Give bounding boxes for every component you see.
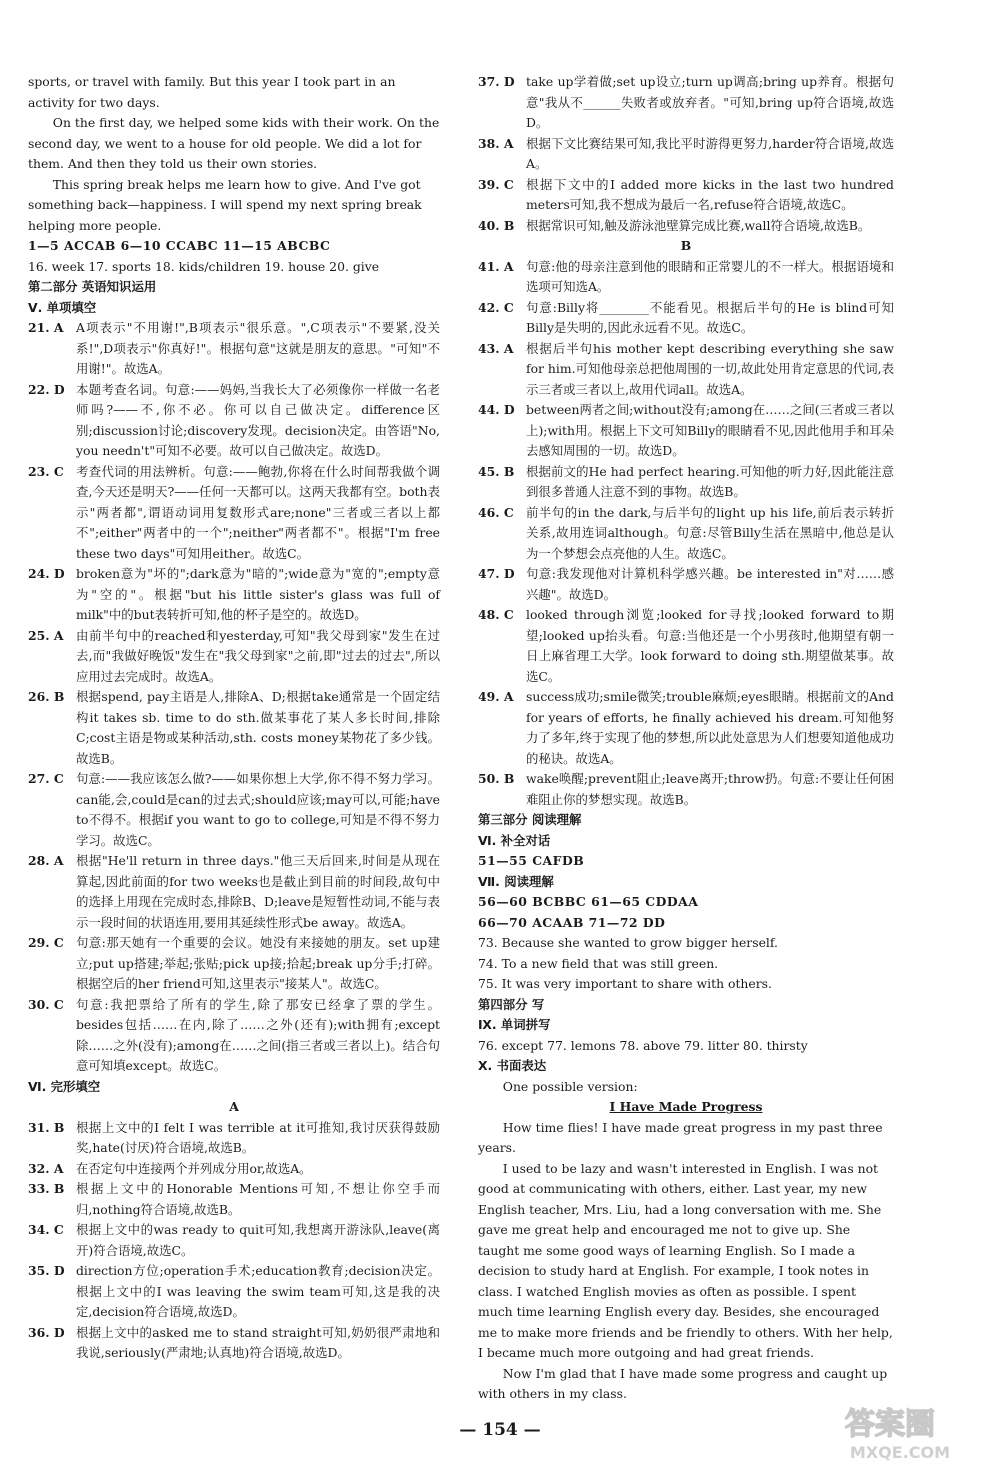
item-explanation: 在否定句中连接两个并列成分用or,故选A。: [76, 1160, 312, 1176]
left-column: [28, 72, 440, 1364]
answer-line: 73. Because she wanted to grow bigger herself.: [478, 935, 778, 950]
answer-item: [28, 851, 440, 933]
item-number: 42. C: [478, 299, 514, 315]
item-explanation: 根据后半句his mother kept describing everything she saw for him.可知他母亲总把他周围的一切,故此处用肯定意思的代词,表示三者或三者以上,故用代词all。故选A。: [526, 340, 894, 397]
answer-list: [28, 318, 440, 1077]
item-explanation: 根据上文中的Honorable Mentions可知,不想让你空手而归,nothing符合语境,故选B。: [76, 1181, 440, 1217]
item-number: 28. A: [28, 853, 64, 868]
section-heading: Ⅴ. 单项填空: [28, 299, 97, 315]
item-explanation: 根据"He'll return in three days."他三天后回来,时间是从现在算起,因此前面的for two weeks也是截止到目前的时间段,故句中的选择上用现在完成时态,排除B、D;leave是短暂性动词,不能与表示一段时间的状语连用,要用其延续性形式be away。故选A。: [76, 853, 440, 930]
item-explanation: 句意:——我应该怎么做?——如果你想上大学,你不得不努力学习。can能,会,could是can的过去式;should应该;may可以,可能;have to不得不。根据if you want to go to college,可知是不得不努力学习。故选C。: [76, 771, 440, 848]
item-explanation: success成功;smile微笑;trouble麻烦;eyes眼睛。根据前文的And for years of efforts, he finally achieved his dream.可知他努力了多年,终于实现了他的梦想,所以此处意思为人们想要知道他成功的秘诀。故选A。: [526, 689, 894, 766]
answer-item: [28, 1220, 440, 1261]
essay-paragraph: How time flies! I have made great progress in my past three years.: [478, 1119, 883, 1155]
answer-item: [28, 1118, 440, 1159]
answer-item: [478, 257, 894, 298]
answer-line: 75. It was very important to share with others.: [478, 976, 772, 991]
answer-line: 16. week 17. sports 18. kids/children 19. house 20. give: [28, 258, 380, 274]
answer-list: [478, 257, 894, 811]
item-number: 31. B: [28, 1119, 65, 1135]
item-explanation: 根据下文中的I added more kicks in the last two hundred meters可知,我不想成为最后一名,refuse符合语境,故选C。: [526, 176, 894, 212]
item-explanation: 根据常识可知,触及游泳池壁算完成比赛,wall符合语境,故选B。: [526, 217, 871, 233]
answer-item: [478, 72, 894, 134]
answer-item: [478, 503, 894, 565]
answer-item: [28, 1261, 440, 1323]
answer-item: [28, 564, 440, 626]
answer-item: [478, 769, 894, 810]
answer-line: 56—60 BCBBC 61—65 CDDAA: [478, 894, 699, 909]
item-number: 41. A: [478, 258, 514, 274]
watermark-graphic: [800, 1400, 980, 1462]
item-explanation: 句意:那天她有一个重要的会议。她没有来接她的朋友。set up建立;put up搭建;举起;张贴;pick up接;拾起;break up分手;打碎。根据空后的her friend可知,这里表示"接某人"。故选C。: [76, 935, 440, 991]
item-number: 29. C: [28, 935, 64, 950]
item-explanation: 前半句的in the dark,与后半句的light up his life,前后表示转折关系,故用连词although。句意:尽管Billy生活在黑暗中,他总是认为一个梦想会点亮他的人生。故选C。: [526, 504, 894, 561]
item-explanation: 根据上文中的was ready to quit可知,我想离开游泳队,leave(离开)符合语境,故选C。: [76, 1222, 440, 1258]
section-heading: Ⅵ. 补全对话: [478, 832, 551, 848]
item-explanation: 句意:Billy将________不能看见。根据后半句的He is blind可知Billy是失明的,因此永远看不见。故选C。: [526, 299, 894, 335]
answer-line: 76. except 77. lemons 78. above 79. litter 80. thirsty: [478, 1037, 808, 1053]
answer-item: [478, 216, 894, 237]
item-number: 43. A: [478, 340, 514, 356]
item-number: 32. A: [28, 1160, 64, 1176]
watermark-text: 答案圈: [845, 1407, 935, 1442]
item-explanation: direction方位;operation手术;education教育;decision决定。根据上文中的I was leaving the swim team可知,这是我的决定,decision符合语境,故选D。: [76, 1263, 440, 1319]
passage-text: sports, or travel with family. But this year I took part in an activity for two days.: [28, 74, 396, 110]
essay-paragraph: Now I'm glad that I have made some progress and caught up with others in my class.: [478, 1365, 888, 1401]
answer-line: 74. To a new field that was still green.: [478, 955, 719, 971]
essay-title: I Have Made Progress: [609, 1099, 763, 1114]
section-heading: Ⅸ. 单词拼写: [478, 1017, 551, 1032]
item-explanation: A项表示"不用谢!",B项表示"很乐意。",C项表示"不要紧,没关系!",D项表示"你真好!"。根据句意"这就是朋友的意思。"可知"不用谢!"。故选A。: [76, 320, 440, 376]
item-number: 21. A: [28, 320, 64, 335]
answer-item: [28, 1159, 440, 1180]
item-number: 25. A: [28, 627, 64, 643]
answer-item: [28, 1179, 440, 1220]
item-number: 40. B: [478, 217, 515, 233]
item-number: 26. B: [28, 689, 65, 704]
item-explanation: 由前半句中的reached和yesterday,可知"我父母到家"发生在过去,而"我做好晚饭"发生在"我父母到家"之前,即"过去的过去",所以应用过去完成时。故选A。: [76, 627, 440, 684]
answer-item: [28, 933, 440, 995]
answer-list: [28, 1118, 440, 1364]
passage-label: A: [229, 1099, 239, 1114]
item-number: 45. B: [478, 463, 515, 479]
answer-item: [478, 134, 894, 175]
item-explanation: 句意:我把票给了所有的学生,除了那安已经拿了票的学生。besides包括……在内,除了……之外(还有);with拥有;except除……之外(没有);among在……之间(指三者或三者以上)。结合句意可知填except。故选C。: [76, 996, 440, 1073]
watermark-url: MXQE.COM: [849, 1443, 951, 1462]
answer-item: [478, 175, 894, 216]
item-explanation: wake唤醒;prevent阻止;leave离开;throw扔。句意:不要让任何困难阻止你的梦想实现。故选B。: [526, 771, 894, 807]
answer-item: [478, 462, 894, 503]
item-number: 35. D: [28, 1263, 65, 1278]
answer-item: [478, 298, 894, 339]
item-number: 46. C: [478, 504, 514, 520]
answer-item: [28, 769, 440, 851]
part-heading: 第二部分 英语知识运用: [28, 279, 157, 294]
answer-item: [28, 995, 440, 1077]
item-number: 30. C: [28, 996, 64, 1012]
section-heading: Ⅹ. 书面表达: [478, 1058, 547, 1073]
item-explanation: 根据上文中的I felt I was terrible at it可推知,我讨厌获得鼓励奖,hate(讨厌)符合语境,故选B。: [76, 1119, 440, 1155]
answer-list: [478, 72, 894, 236]
item-number: 38. A: [478, 135, 514, 151]
answer-item: [28, 462, 440, 565]
answer-item: [478, 400, 894, 462]
part-heading: 第三部分 阅读理解: [478, 812, 582, 827]
item-number: 39. C: [478, 176, 514, 192]
item-number: 23. C: [28, 463, 64, 479]
section-heading: Ⅵ. 完形填空: [28, 1078, 101, 1094]
answer-line: 66—70 ACAAB 71—72 DD: [478, 914, 666, 930]
item-number: 49. A: [478, 689, 514, 704]
answer-item: [478, 605, 894, 687]
possible-version-label: One possible version:: [502, 1078, 638, 1094]
answer-item: [28, 380, 440, 462]
item-explanation: 本题考查名词。句意:——妈妈,当我长大了必须像你一样做一名老师吗?——不,你不必。你可以自己做决定。difference区别;discussion讨论;discovery发现。decision决定。由答语"No, you needn't"可知不必要。故可以自己做决定。故选D。: [76, 381, 440, 458]
answer-item: [28, 626, 440, 688]
item-number: 36. D: [28, 1324, 65, 1340]
answer-item: [28, 1323, 440, 1364]
item-number: 34. C: [28, 1222, 64, 1237]
item-number: 50. B: [478, 771, 515, 786]
item-explanation: 根据前文的He had perfect hearing.可知他的听力好,因此能注意到很多普通人注意不到的事物。故选B。: [526, 463, 894, 499]
item-number: 27. C: [28, 771, 64, 786]
item-explanation: between两者之间;without没有;among在……之间(三者或三者以上);with用。根据上下文可知Billy的眼睛看不见,因此他用手和耳朵去感知周围的一切。故选D。: [526, 402, 894, 458]
passage-label: B: [680, 238, 692, 253]
passage-text: On the first day, we helped some kids with their work. On the second day, we went to a house for old people. We did a lot for them. And then they told us their own stories.: [28, 115, 440, 171]
item-number: 37. D: [478, 74, 515, 89]
item-explanation: 句意:他的母亲注意到他的眼睛和正常婴儿的不一样大。根据语境和选项可知选A。: [526, 258, 894, 294]
item-number: 47. D: [478, 566, 515, 581]
item-number: 48. C: [478, 607, 514, 622]
answer-item: [478, 687, 894, 769]
answer-item: [28, 318, 440, 380]
answer-line: 1—5 ACCAB 6—10 CCABC 11—15 ABCBC: [28, 238, 331, 253]
item-explanation: 句意:我发现他对计算机科学感兴趣。be interested in"对……感兴趣"。故选D。: [526, 566, 894, 602]
item-number: 33. B: [28, 1181, 65, 1196]
right-column: [478, 72, 894, 1405]
page-number: — 154 —: [459, 1420, 541, 1440]
item-explanation: looked through浏览;looked for寻找;looked forward to期望;looked up抬头看。句意:当他还是一个小男孩时,他期望有朝一日上麻省理工大学。look forward to doing sth.期望做某事。故选C。: [526, 607, 894, 684]
item-explanation: 根据上文中的asked me to stand straight可知,奶奶很严肃地和我说,seriously(严肃地;认真地)符合语境,故选D。: [76, 1324, 440, 1360]
watermark-logo: [800, 1400, 980, 1462]
item-explanation: 考查代词的用法辨析。句意:——鲍勃,你将在什么时间帮我做个调查,今天还是明天?——任何一天都可以。这两天我都有空。both表示"两者都",谓语动词用复数形式are;none"三者或三者以上都不";either"两者中的一个";neither"两者都不"。根据"I'm free these two days"可知用either。故选C。: [76, 463, 440, 561]
section-heading: Ⅶ. 阅读理解: [478, 873, 554, 889]
item-number: 24. D: [28, 566, 65, 581]
part-heading: 第四部分 写: [478, 996, 545, 1012]
answer-line: 51—55 CAFDB: [478, 853, 585, 868]
item-number: 22. D: [28, 381, 65, 397]
answer-item: [478, 339, 894, 401]
item-explanation: 根据spend, pay主语是人,排除A、D;根据take通常是一个固定结构it takes sb. time to do sth.做某事花了某人多长时间,排除C;cost主语是物或某种活动,sth. costs money某物花了多少钱。故选B。: [76, 689, 440, 766]
answer-item: [478, 564, 894, 605]
item-number: 44. D: [478, 402, 515, 417]
essay-paragraph: I used to be lazy and wasn't interested in English. I was not good at communicating with others, either. Last year, my new English teacher, Mrs. Liu, had a long conversation with me. She gave me great help and encouraged me not to give up. She taught me some good ways of learning English. So I made a decision to study hard at English. For example, I took notes in class. I watched English movies as often as possible. I spent much time learning English every day. Besides, she encouraged me to make more friends and be friendly to others. With her help, I became much more outgoing and had great friends.: [478, 1160, 893, 1360]
answer-item: [28, 687, 440, 769]
item-explanation: 根据下文比赛结果可知,我比平时游得更努力,harder符合语境,故选A。: [526, 135, 894, 171]
item-explanation: broken意为"坏的";dark意为"暗的";wide意为"宽的";empty意为"空的"。根据"but his little sister's glass was full of milk"中的but表转折可知,他的杯子是空的。故选D。: [76, 566, 440, 622]
item-explanation: take up学着做;set up设立;turn up调高;bring up养育。根据句意"我从不______失败者或放弃者。"可知,bring up符合语境,故选D。: [526, 74, 894, 130]
passage-text: This spring break helps me learn how to give. And I've got something back—happiness. I will spend my next spring break helping more people.: [28, 176, 422, 233]
